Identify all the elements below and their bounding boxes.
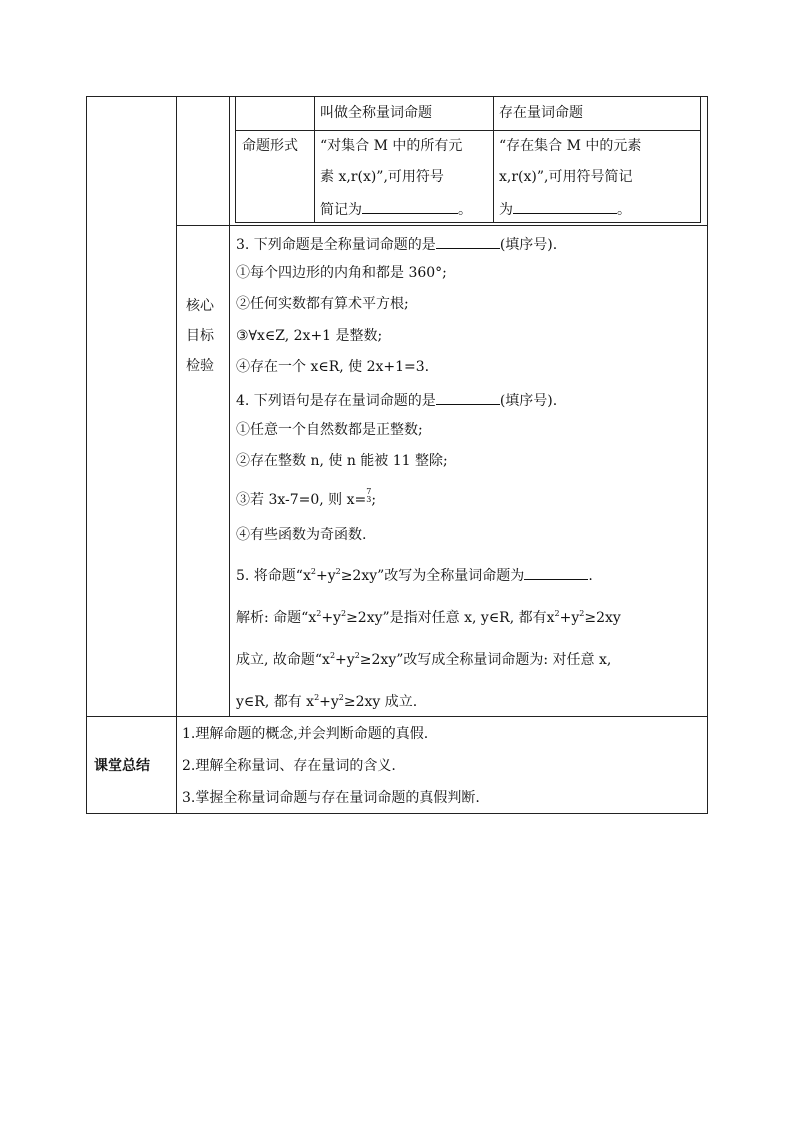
outer-left-border <box>86 96 87 814</box>
analysis-sup-6: 2 <box>354 651 360 660</box>
analysis-1b: +y <box>321 610 341 626</box>
inner-left-border <box>235 96 236 223</box>
inner-col-divider-1 <box>314 96 315 223</box>
analysis-sup-1: 2 <box>316 609 322 618</box>
inner-row-divider <box>235 130 701 131</box>
existential-form-line-1: “存在集合 M 中的元素 <box>499 138 642 154</box>
q5-analysis-line-1 <box>236 605 621 627</box>
outer-col-divider-2 <box>229 96 230 716</box>
core-label-line-3: 检验 <box>186 358 214 374</box>
q4-option-4: ④有些函数为奇函数. <box>236 527 367 543</box>
q5-sup-2: 2 <box>335 567 341 576</box>
outer-top-border <box>86 96 708 97</box>
row-divider-2 <box>86 716 708 717</box>
universal-form-line-2: 素 x,r(x)”,可用符号 <box>320 169 444 185</box>
q4-option-1: ①任意一个自然数都是正整数; <box>236 422 423 438</box>
outer-col-divider-1 <box>176 96 177 814</box>
inner-header-universal: 叫做全称量词命题 <box>320 105 432 121</box>
q3-option-3: ③∀x∈Z, 2x+1 是整数; <box>236 328 383 344</box>
q5-stem-a: 5. 将命题“x <box>236 568 311 584</box>
inner-header-existential: 存在量词命题 <box>499 105 583 121</box>
summary-item-3: 3.掌握全称量词命题与存在量词命题的真假判断. <box>182 790 480 806</box>
analysis-1e: ≥2xy <box>584 610 621 626</box>
inner-right-border <box>700 96 701 223</box>
analysis-sup-7: 2 <box>314 693 320 702</box>
universal-form-line-1: “对集合 M 中的所有元 <box>320 138 463 154</box>
analysis-sup-4: 2 <box>579 609 585 618</box>
q3-option-2: ②任何实数都有算术平方根; <box>236 296 409 312</box>
inner-bottom-border <box>235 222 701 223</box>
fraction-denominator: 3 <box>366 495 372 504</box>
q3-option-1: ①每个四边形的内角和都是 360°; <box>236 265 447 281</box>
universal-form-line-3 <box>320 199 472 219</box>
q4-option-2: ②存在整数 n, 使 n 能被 11 整除; <box>236 453 448 469</box>
inner-col-divider-2 <box>493 96 494 223</box>
analysis-1d: +y <box>559 610 580 626</box>
existential-form-line-2: x,r(x)”,可用符号简记 <box>499 169 633 185</box>
core-label-line-1: 核心 <box>186 298 214 314</box>
q5-stem-b: +y <box>315 568 336 584</box>
analysis-2a: 成立, 故命题“x <box>236 652 330 668</box>
analysis-sup-2: 2 <box>340 609 347 618</box>
analysis-sup-3: 2 <box>554 609 560 618</box>
existential-form-text: 为 <box>499 202 513 218</box>
summary-item-2: 2.理解全称量词、存在量词的含义. <box>182 758 396 774</box>
q4-option-3-text: ③若 3x-7=0, 则 x= <box>236 492 367 508</box>
analysis-3a: y∈R, 都有 x <box>236 694 315 710</box>
existential-notation-blank[interactable] <box>513 199 617 214</box>
q5-stem-end: . <box>588 568 593 584</box>
q4-stem-text: 4. 下列语句是存在量词命题的是 <box>236 393 436 409</box>
universal-form-text: 简记为 <box>320 202 362 218</box>
analysis-1a: 解析: 命题“x <box>236 610 317 626</box>
q5-stem <box>236 563 593 585</box>
q5-analysis-line-3 <box>236 689 417 711</box>
analysis-2b: +y <box>335 652 355 668</box>
analysis-3b: +y <box>319 694 339 710</box>
q3-answer-blank[interactable] <box>436 234 500 249</box>
analysis-sup-5: 2 <box>329 651 336 660</box>
q5-stem-c: ≥2xy”改写为全称量词命题为 <box>340 568 525 584</box>
existential-form-end: 。 <box>617 202 631 218</box>
q5-sup-1: 2 <box>310 567 316 576</box>
q4-option-3-tail: ; <box>371 492 377 508</box>
analysis-sup-8: 2 <box>338 693 344 702</box>
q4-stem <box>236 390 557 410</box>
core-label-line-2: 目标 <box>186 328 214 344</box>
q5-answer-blank[interactable] <box>524 565 588 580</box>
row-divider-1 <box>176 225 708 226</box>
q3-stem-text: 3. 下列命题是全称量词命题的是 <box>236 237 436 253</box>
q3-stem <box>236 234 557 254</box>
summary-item-1: 1.理解命题的概念,并会判断命题的真假. <box>182 726 429 742</box>
fraction-numerator: 7 <box>366 487 372 496</box>
summary-label: 课堂总结 <box>94 758 150 774</box>
q5-analysis-line-2 <box>236 647 611 669</box>
q4-option-3 <box>236 488 376 509</box>
outer-bottom-border <box>86 813 708 814</box>
analysis-3c: ≥2xy 成立. <box>343 694 418 710</box>
universal-form-end: 。 <box>458 202 472 218</box>
q3-stem-suffix: (填序号). <box>499 237 558 253</box>
existential-form-line-3 <box>499 199 631 219</box>
inner-row-label: 命题形式 <box>242 138 298 154</box>
q3-option-4: ④存在一个 x∈R, 使 2x+1=3. <box>236 359 430 375</box>
universal-notation-blank[interactable] <box>362 199 458 214</box>
analysis-1c: ≥2xy”是指对任意 x, y∈R, 都有x <box>346 610 555 626</box>
outer-right-border <box>707 96 708 814</box>
q4-answer-blank[interactable] <box>436 390 500 405</box>
q4-stem-suffix: (填序号). <box>499 393 558 409</box>
analysis-2c: ≥2xy”改写成全称量词命题为: 对任意 x, <box>359 652 612 668</box>
